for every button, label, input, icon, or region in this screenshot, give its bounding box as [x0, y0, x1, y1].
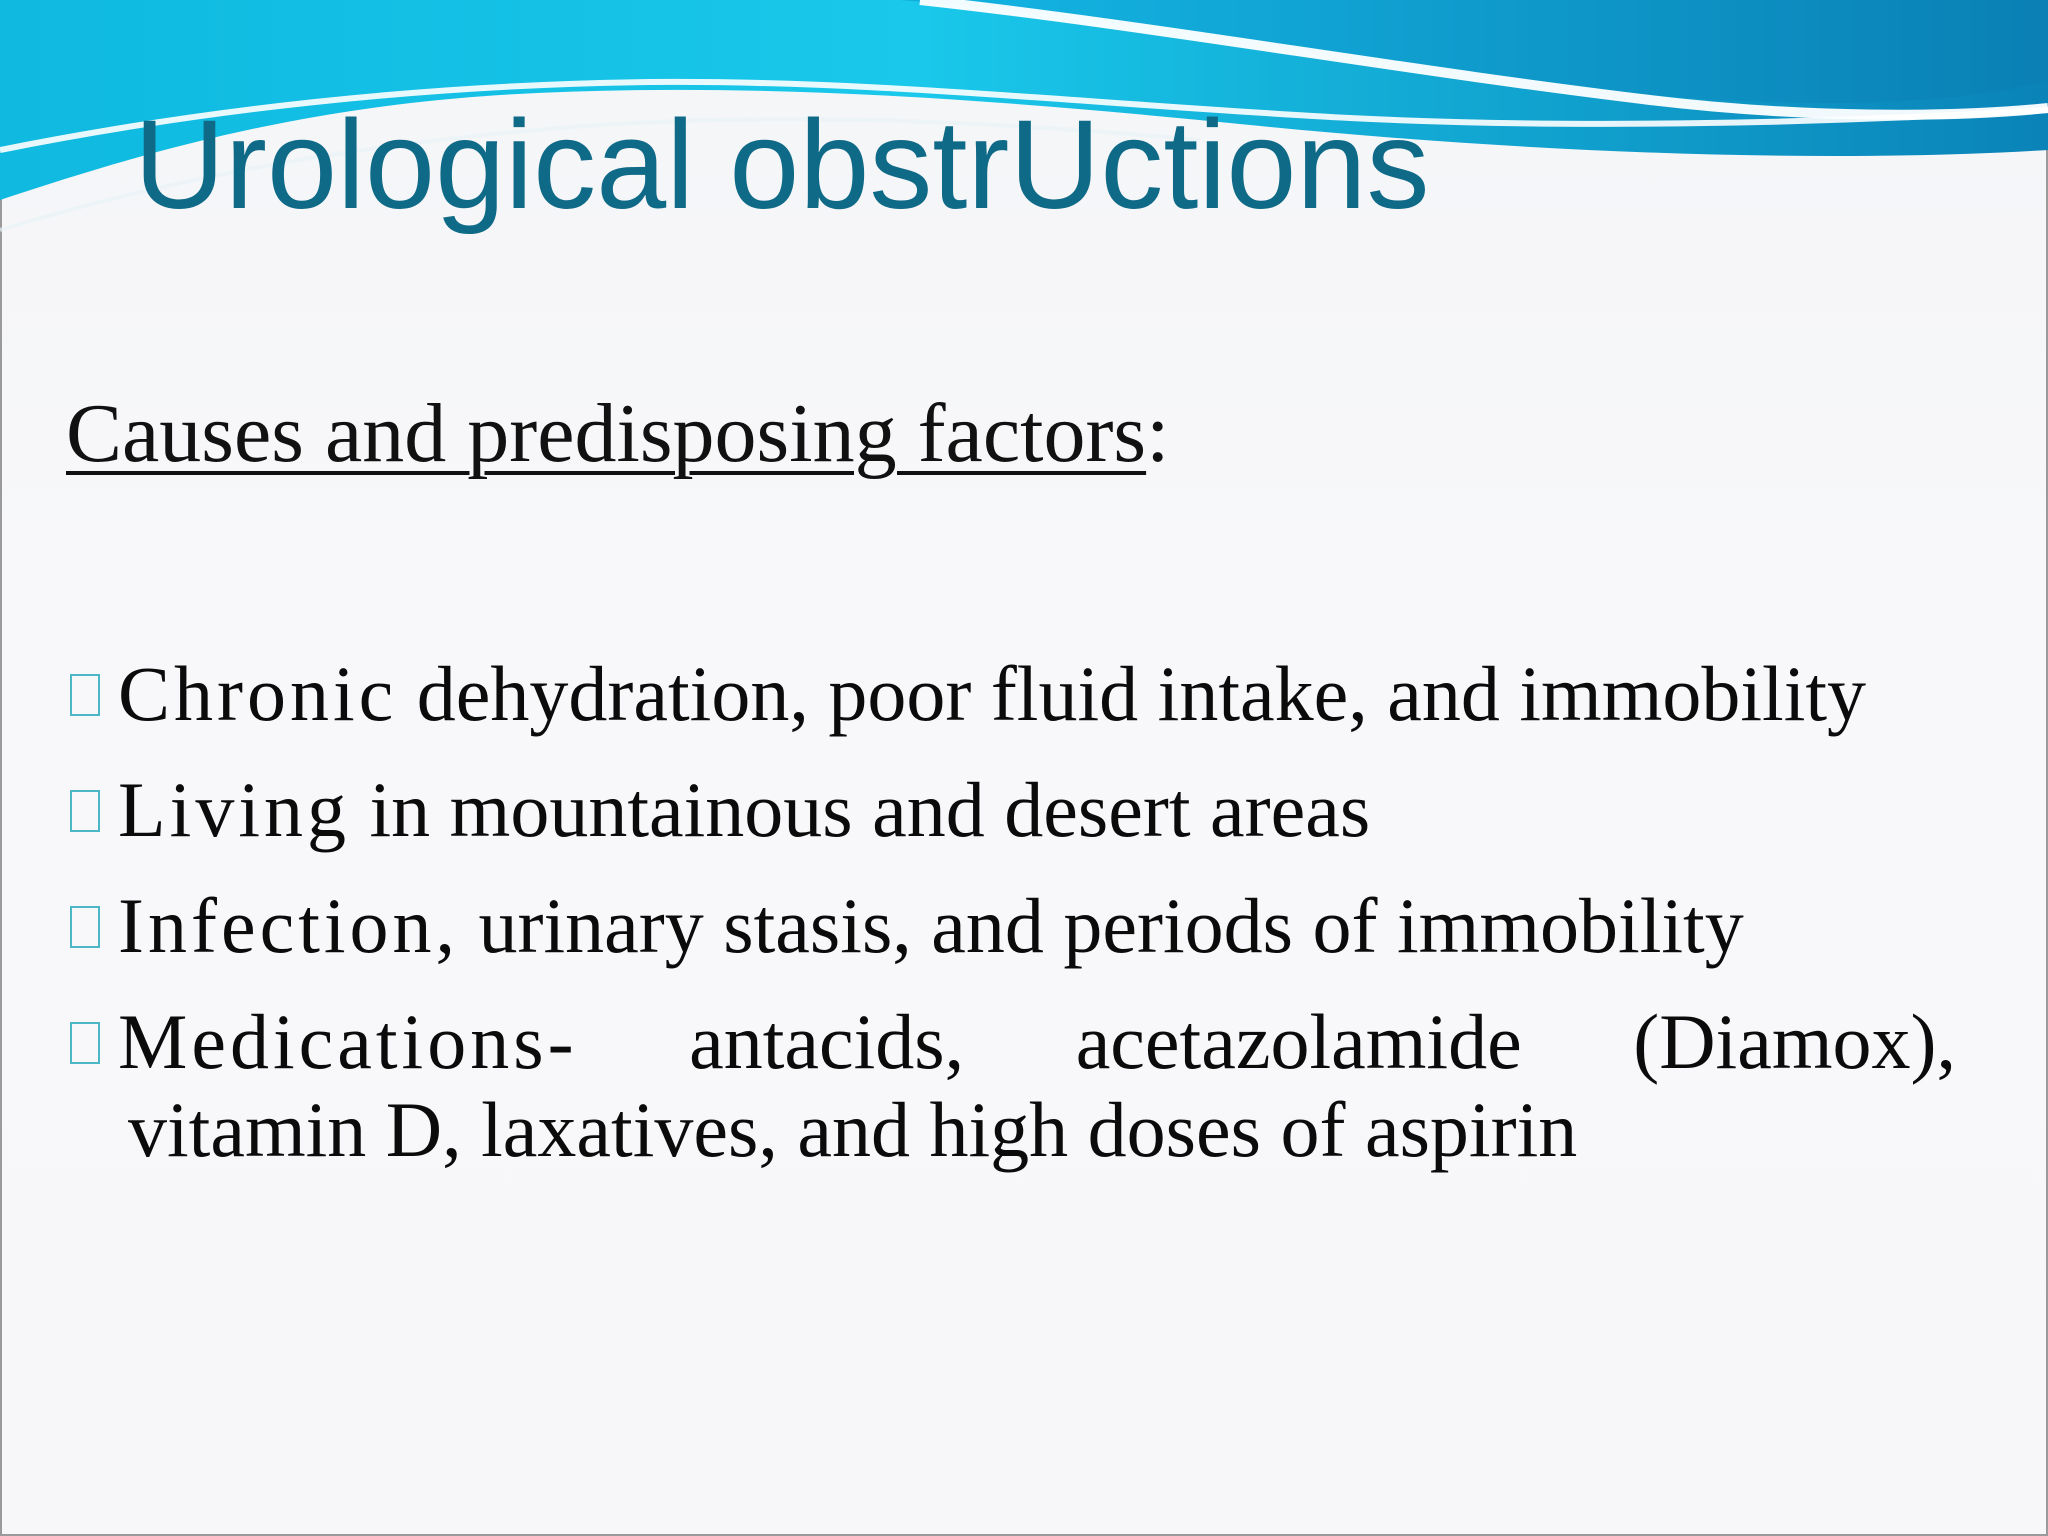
hollow-square-bullet-icon [70, 906, 100, 948]
bullet-line-2: vitamin D, laxatives, and high doses of aspirin [128, 1086, 1578, 1173]
bullet-word: (Diamox), [1633, 998, 1956, 1085]
bullet-text: dehydration, poor fluid intake, and immobility [397, 650, 1867, 737]
bullet-lead: Medications- [118, 998, 578, 1085]
bullet-lead: Living [118, 766, 350, 853]
bullet-line-1 [118, 998, 1956, 1086]
hollow-square-bullet-icon [70, 1022, 100, 1064]
list-item [66, 650, 1956, 738]
slide-subtitle [66, 387, 1170, 480]
hollow-square-bullet-icon [70, 674, 100, 716]
slide-title: Urological obstrUctions [134, 94, 1430, 235]
subtitle-colon: : [1146, 387, 1170, 480]
bullet-text: in mountainous and desert areas [350, 766, 1371, 853]
subtitle-underlined-text: Causes and predisposing factors [66, 387, 1147, 480]
bullet-lead: Chronic [118, 650, 398, 737]
hollow-square-bullet-icon [70, 790, 100, 832]
bullet-text: urinary stasis, and periods of immobility [459, 882, 1744, 969]
bullet-word: acetazolamide [1075, 998, 1522, 1085]
list-item [66, 882, 1956, 970]
bullet-word: antacids, [689, 998, 965, 1085]
list-item [66, 998, 1956, 1174]
bullet-lead: Infection, [118, 882, 460, 969]
bullet-list [66, 650, 1956, 1202]
list-item [66, 766, 1956, 854]
